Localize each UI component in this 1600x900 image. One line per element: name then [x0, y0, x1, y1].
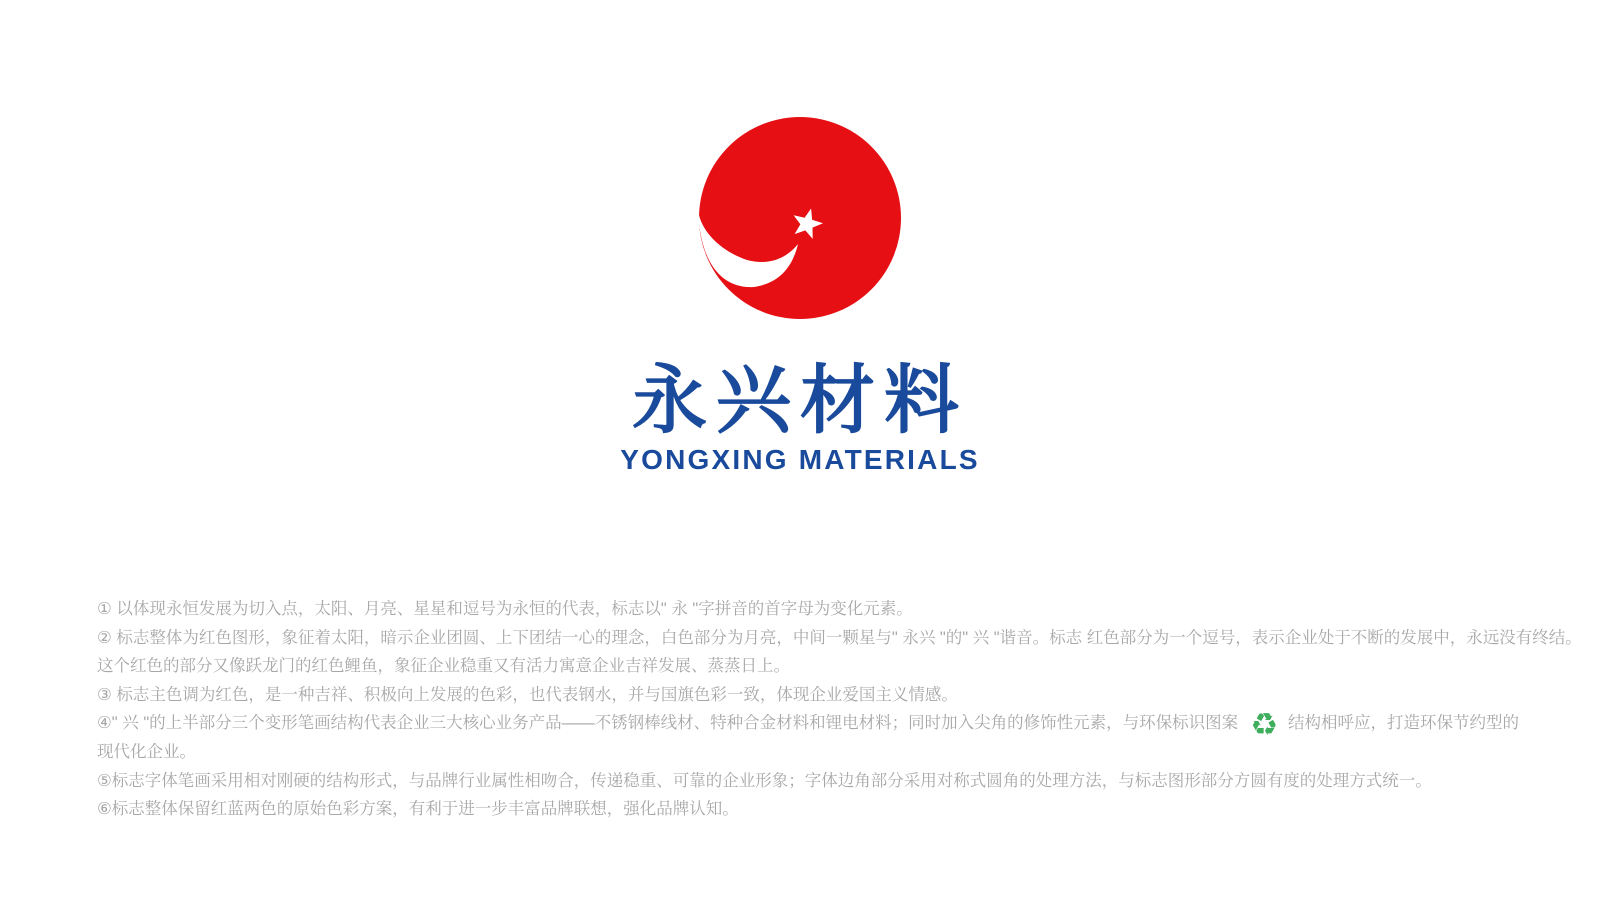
desc-line-1: ① 以体现永恒发展为切入点，太阳、月亮、星星和逗号为永恒的代表，标志以" 永 "字拼音的首字母为变化元素。 [97, 600, 913, 618]
desc-line-5-after: 结构相呼应，打造环保节约型的 [1287, 714, 1519, 733]
desc-line-4: ③ 标志主色调为红色，是一种吉祥、积极向上发展的色彩，也代表钢水，并与国旗色彩一致，体现企业爱国主义情感。 [97, 685, 958, 704]
logo-mark [699, 117, 901, 319]
desc-line-6: 现代化企业。 [97, 742, 196, 761]
brand-name-en: YONGXING MATERIALS [620, 444, 980, 475]
desc-line-3: 这个红色的部分又像跃龙门的红色鲤鱼，象征企业稳重又有活力寓意企业吉祥发展、蒸蒸日上。 [97, 657, 790, 676]
brand-name-cn: 永兴材料 [631, 358, 968, 442]
desc-line-7: ⑤标志字体笔画采用相对刚硬的结构形式，与品牌行业属性相吻合，传递稳重、可靠的企业形象；字体边角部分采用对称式圆角的处理方法，与标志图形部分方圆有度的处理方式统一。 [97, 771, 1432, 790]
desc-line-5: ④" 兴 "的上半部分三个变形笔画结构代表企业三大核心业务产品——不锈钢棒线材、特种合金材料和锂电材料；同时加入尖角的修饰性元素，与环保标识图案 ♻ 结构相呼应，打造环保节约型的 [97, 707, 1519, 744]
desc-line-5-before: ④" 兴 "的上半部分三个变形笔画结构代表企业三大核心业务产品——不锈钢棒线材、特种合金材料和锂电材料；同时加入尖角的修饰性元素，与环保标识图案 [97, 714, 1239, 733]
logo-description-block [97, 595, 1582, 824]
desc-line-2: ② 标志整体为红色图形，象征着太阳，暗示企业团圆、上下团结一心的理念，白色部分为月亮，中间一颗星与" 永兴 "的" 兴 "谐音。标志 红色部分为一个逗号，表示企业处于不断的发展中，永远没有终结。 [97, 628, 1582, 647]
desc-line-8: ⑥标志整体保留红蓝两色的原始色彩方案，有利于进一步丰富品牌联想，强化品牌认知。 [97, 800, 739, 819]
logo-lockup [0, 117, 1600, 475]
